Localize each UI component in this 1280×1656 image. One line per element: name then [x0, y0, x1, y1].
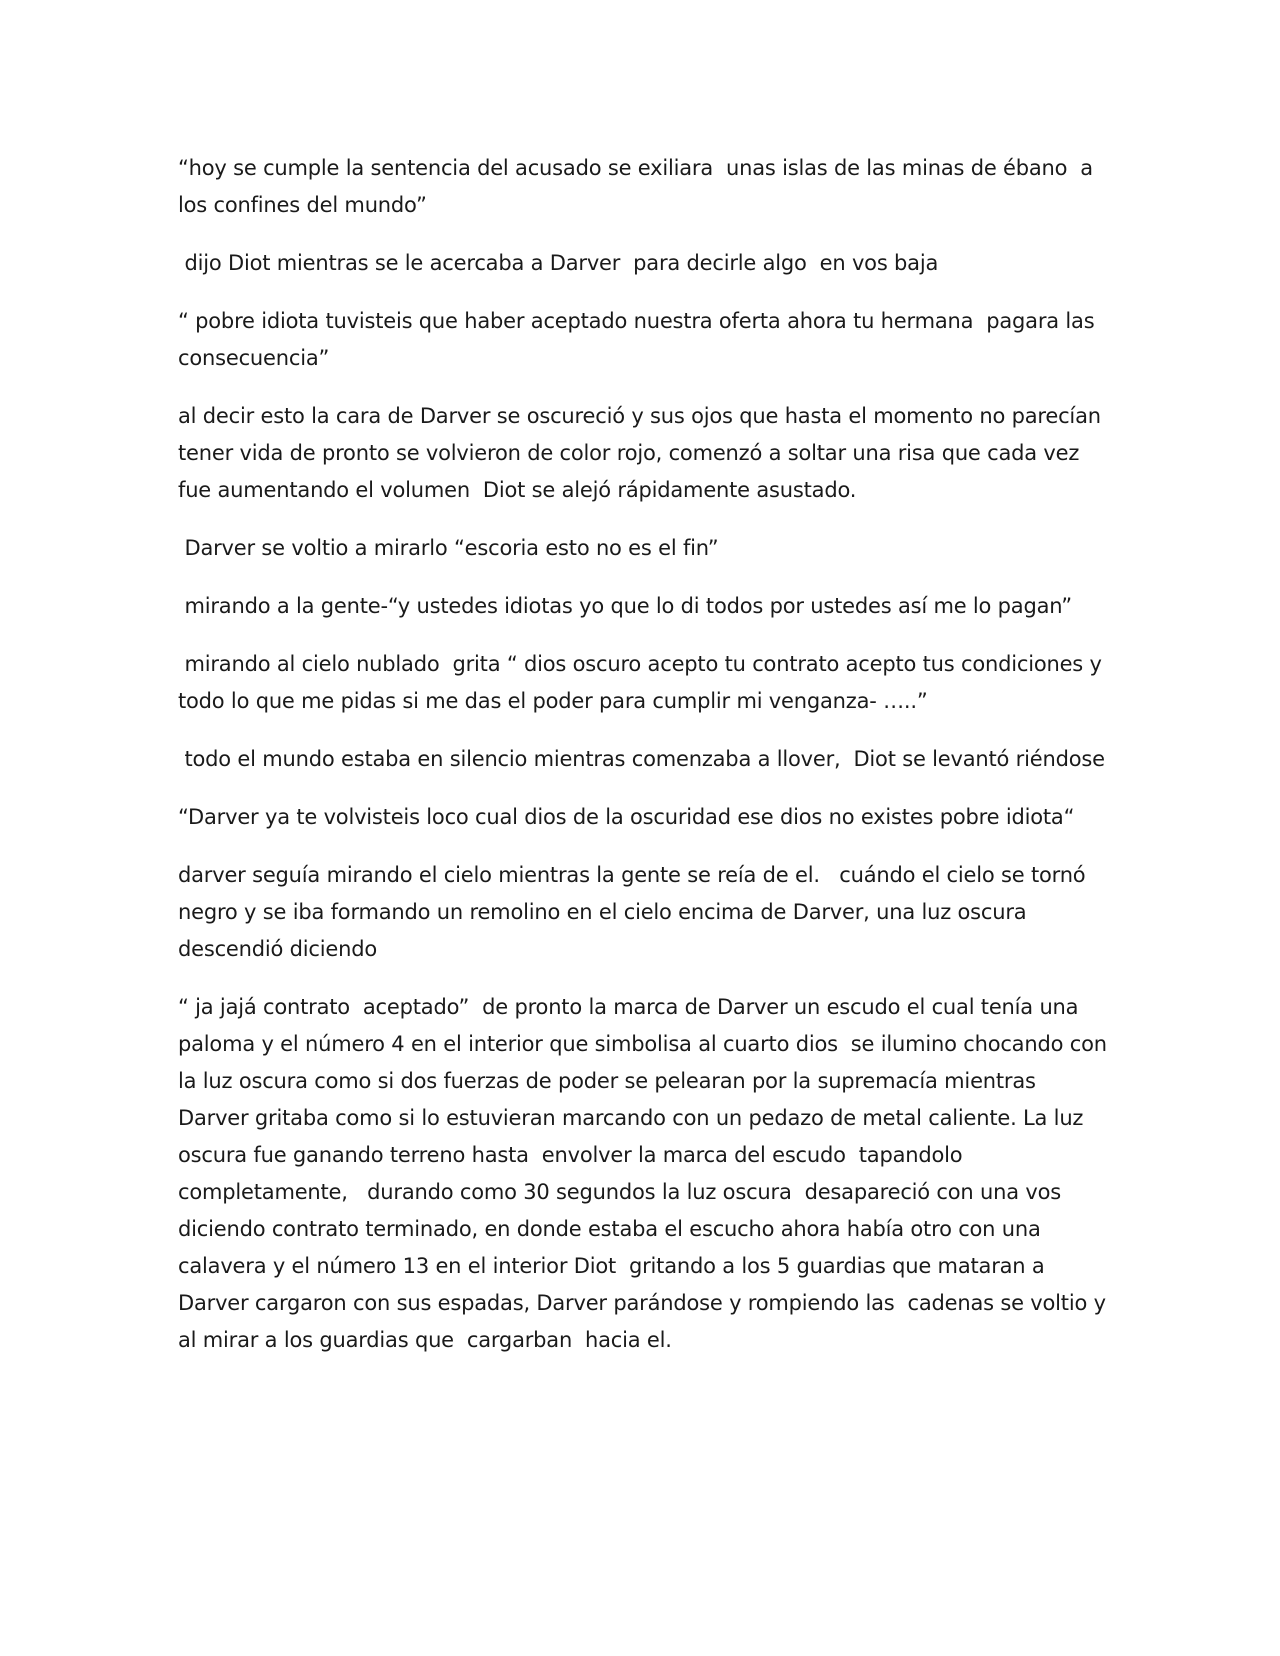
paragraph-4: al decir esto la cara de Darver se oscureció y sus ojos que hasta el momento no parecían tener vida de pronto se volvieron de color rojo, comenzó a soltar una risa que cada vez fue aumentando el volumen Diot se alejó rápidamente asustado. — [178, 404, 1108, 502]
paragraph-1: “hoy se cumple la sentencia del acusado se exiliara unas islas de las minas de ébano a los confines del mundo” — [178, 156, 1100, 217]
paragraph-2: dijo Diot mientras se le acercaba a Darver para decirle algo en vos baja — [178, 251, 939, 275]
paragraph-9: “Darver ya te volvisteis loco cual dios de la oscuridad ese dios no existes pobre idiota“ — [178, 805, 1075, 829]
paragraph-5: Darver se voltio a mirarlo “escoria esto no es el fin” — [178, 536, 719, 560]
paragraph-10: darver seguía mirando el cielo mientras la gente se reía de el. cuándo el cielo se tornó negro y se iba formando un remolino en el cielo encima de Darver, una luz oscura descendió diciendo — [178, 863, 1092, 961]
paragraph-6: mirando a la gente-“y ustedes idiotas yo que lo di todos por ustedes así me lo pagan” — [178, 594, 1072, 618]
document-body — [178, 150, 1114, 1380]
paragraph-11: “ ja jajá contrato aceptado” de pronto la marca de Darver un escudo el cual tenía una paloma y el número 4 en el interior que simbolisa al cuarto dios se ilumino chocando con la luz oscura como si dos fuerzas de poder se pelearan por la supremacía mientras Darver gritaba como si lo estuvieran marcando con un pedazo de metal caliente. La luz oscura fue ganando terreno hasta envolver la marca del escudo tapandolo completamente, durando como 30 segundos la luz oscura desapareció con una vos diciendo contrato terminado, en donde estaba el escucho ahora había otro con una calavera y el número 13 en el interior Diot gritando a los 5 guardias que mataran a Darver cargaron con sus espadas, Darver parándose y rompiendo las cadenas se voltio y al mirar a los guardias que cargarban hacia el. — [178, 995, 1114, 1352]
paragraph-7: mirando al cielo nublado grita “ dios oscuro acepto tu contrato acepto tus condiciones y todo lo que me pidas si me das el poder para cumplir mi venganza- …..” — [178, 652, 1109, 713]
paragraph-3: “ pobre idiota tuvisteis que haber aceptado nuestra oferta ahora tu hermana pagara las consecuencia” — [178, 309, 1101, 370]
paragraph-8: todo el mundo estaba en silencio mientras comenzaba a llover, Diot se levantó riéndose — [178, 747, 1105, 771]
